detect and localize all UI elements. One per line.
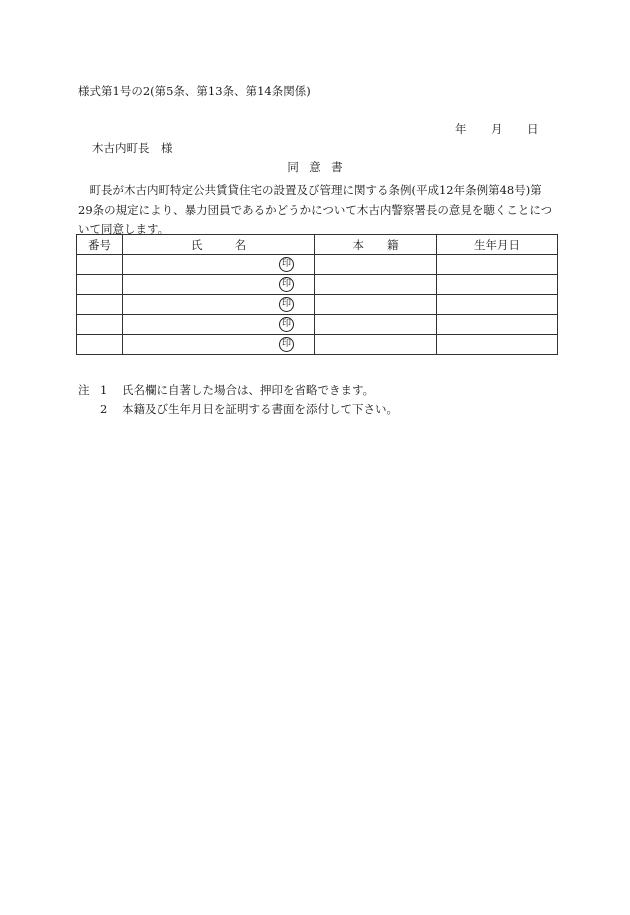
note-number: 1 [100, 383, 108, 397]
seal-mark-icon: 印 [279, 277, 294, 292]
date-line [455, 124, 539, 136]
date-year: 年 [455, 122, 467, 136]
note-item [78, 381, 398, 400]
note-text: 氏名欄に自著した場合は、押印を省略できます。 [122, 383, 375, 397]
cell-domicile[interactable] [315, 255, 437, 275]
cell-birthdate[interactable] [437, 295, 558, 315]
document-title: 同意書 [287, 160, 353, 174]
header-name [123, 235, 315, 255]
note-item [78, 400, 398, 419]
cell-birthdate[interactable] [437, 335, 558, 355]
seal-mark-icon: 印 [279, 337, 294, 352]
table-row [77, 295, 558, 315]
cell-domicile[interactable] [315, 275, 437, 295]
table-header-row [77, 235, 558, 255]
seal-mark-icon: 印 [279, 297, 294, 312]
table-row [77, 315, 558, 335]
notes-label: 注 [78, 383, 90, 397]
cell-number[interactable] [77, 335, 123, 355]
cell-number[interactable] [77, 315, 123, 335]
cell-name[interactable] [123, 315, 315, 335]
cell-number[interactable] [77, 295, 123, 315]
cell-number[interactable] [77, 255, 123, 275]
header-domicile-label: 本籍 [352, 237, 422, 252]
signer-table [76, 234, 558, 355]
notes-label-spacer [78, 400, 100, 419]
cell-domicile[interactable] [315, 295, 437, 315]
note-number: 2 [100, 402, 108, 416]
cell-domicile[interactable] [315, 335, 437, 355]
cell-name[interactable] [123, 255, 315, 275]
form-number: 様式第1号の2(第5条、第13条、第14条関係) [78, 84, 311, 98]
seal-mark-icon: 印 [279, 317, 294, 332]
cell-birthdate[interactable] [437, 255, 558, 275]
table-row [77, 255, 558, 275]
header-domicile [315, 235, 437, 255]
header-number: 番号 [77, 235, 123, 255]
cell-number[interactable] [77, 275, 123, 295]
header-birthdate: 生年月日 [437, 235, 558, 255]
addressee: 木古内町長 様 [92, 141, 173, 155]
header-name-label: 氏名 [190, 237, 279, 252]
cell-name[interactable] [123, 295, 315, 315]
seal-mark-icon: 印 [279, 257, 294, 272]
table-row [77, 275, 558, 295]
cell-domicile[interactable] [315, 315, 437, 335]
note-text: 本籍及び生年月日を証明する書面を添付して下さい。 [122, 402, 398, 416]
cell-birthdate[interactable] [437, 315, 558, 335]
cell-birthdate[interactable] [437, 275, 558, 295]
date-month: 月 [491, 122, 503, 136]
notes [78, 381, 398, 419]
consent-body-text: 町長が木古内町特定公共賃貸住宅の設置及び管理に関する条例(平成12年条例第48号)第29条の規定により、暴力団員であるかどうかについて木古内警察署長の意見を聴くことについて同意します。 [78, 183, 553, 236]
cell-name[interactable] [123, 335, 315, 355]
cell-name[interactable] [123, 275, 315, 295]
date-day: 日 [527, 122, 539, 136]
table-row [77, 335, 558, 355]
